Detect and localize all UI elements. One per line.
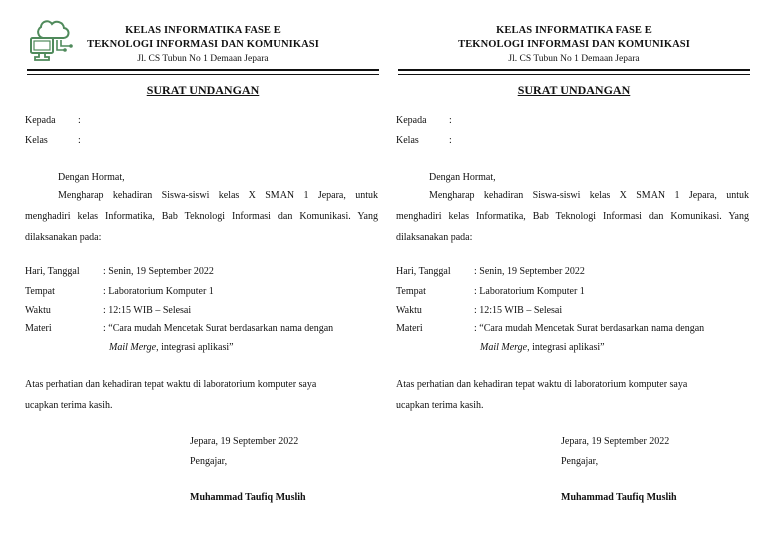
- body-line-2: menghadiri kelas Informatika, Bab Teknologi Informasi dan Komunikasi. Yang: [25, 211, 378, 222]
- letterhead: [25, 24, 381, 66]
- materi-label: Materi: [25, 323, 52, 334]
- body-paragraph: [396, 185, 749, 248]
- materi-value-2-rest: , integrasi aplikasi”: [527, 342, 605, 353]
- body-line-1: Mengharap kehadiran Siswa-siswi kelas X SMAN 1 Jepara, untuk: [429, 190, 749, 201]
- closing-line-2: ucapkan terima kasih.: [396, 400, 484, 411]
- kelas-sep: :: [78, 135, 81, 146]
- letterhead-rule-thick: [27, 69, 379, 71]
- greeting: Dengan Hormat,: [429, 172, 496, 183]
- waktu-value: : 12:15 WIB – Selesai: [103, 305, 192, 316]
- greeting: Dengan Hormat,: [58, 172, 125, 183]
- kepada-sep: :: [449, 115, 452, 126]
- kelas-label: Kelas: [25, 135, 48, 146]
- letter-title: SURAT UNDANGAN: [146, 83, 260, 97]
- signer-role: Pengajar,: [561, 456, 599, 467]
- materi-value-1: : “Cara mudah Mencetak Surat berdasarkan nama dengan: [103, 323, 334, 334]
- letterhead-rule-thin: [398, 74, 750, 75]
- kelas-sep: :: [449, 135, 452, 146]
- closing-line-1: Atas perhatian dan kehadiran tepat waktu di laboratorium komputer saya: [396, 379, 688, 390]
- materi-value-1: : “Cara mudah Mencetak Surat berdasarkan nama dengan: [474, 323, 705, 334]
- hari-value: : Senin, 19 September 2022: [103, 266, 214, 277]
- letterhead-line2: TEKNOLOGI INFORMASI DAN KOMUNIKASI: [458, 39, 690, 50]
- letterhead: [396, 24, 752, 66]
- letter-title: SURAT UNDANGAN: [517, 83, 631, 97]
- hari-value: : Senin, 19 September 2022: [474, 266, 585, 277]
- waktu-label: Waktu: [396, 305, 422, 316]
- signer-name: Muhammad Taufiq Muslih: [561, 492, 677, 503]
- materi-label: Materi: [396, 323, 423, 334]
- letterhead-line2: TEKNOLOGI INFORMASI DAN KOMUNIKASI: [87, 39, 319, 50]
- kepada-label: Kepada: [396, 115, 427, 126]
- kelas-label: Kelas: [396, 135, 419, 146]
- body-line-3: dilaksanakan pada:: [25, 232, 102, 243]
- tempat-value: : Laboratorium Komputer 1: [103, 286, 214, 297]
- hari-label: Hari, Tanggal: [396, 266, 451, 277]
- waktu-label: Waktu: [25, 305, 51, 316]
- body-line-1: Mengharap kehadiran Siswa-siswi kelas X SMAN 1 Jepara, untuk: [58, 190, 378, 201]
- tempat-label: Tempat: [396, 286, 426, 297]
- kepada-label: Kepada: [25, 115, 56, 126]
- mail-merge-text: Mail Merge: [480, 342, 528, 353]
- letterhead-address: Jl. CS Tubun No 1 Demaan Jepara: [137, 54, 269, 64]
- hari-label: Hari, Tanggal: [25, 266, 80, 277]
- signer-role: Pengajar,: [190, 456, 228, 467]
- body-paragraph: [25, 185, 378, 248]
- letter-right: [396, 0, 752, 543]
- letterhead-line1: KELAS INFORMATIKA FASE E: [496, 25, 652, 36]
- letterhead-rule-thin: [27, 74, 379, 75]
- letterhead-address: Jl. CS Tubun No 1 Demaan Jepara: [508, 54, 640, 64]
- mail-merge-text: Mail Merge: [109, 342, 157, 353]
- place-date: Jepara, 19 September 2022: [190, 436, 299, 447]
- closing-line-2: ucapkan terima kasih.: [25, 400, 113, 411]
- letter-left: [25, 0, 381, 543]
- tempat-label: Tempat: [25, 286, 55, 297]
- materi-value-2: [480, 342, 605, 354]
- closing-line-1: Atas perhatian dan kehadiran tepat waktu di laboratorium komputer saya: [25, 379, 317, 390]
- tempat-value: : Laboratorium Komputer 1: [474, 286, 585, 297]
- body-line-2: menghadiri kelas Informatika, Bab Teknologi Informasi dan Komunikasi. Yang: [396, 211, 749, 222]
- signer-name: Muhammad Taufiq Muslih: [190, 492, 306, 503]
- materi-value-2: [109, 342, 234, 354]
- letterhead-rule-thick: [398, 69, 750, 71]
- materi-value-2-rest: , integrasi aplikasi”: [156, 342, 234, 353]
- waktu-value: : 12:15 WIB – Selesai: [474, 305, 563, 316]
- letterhead-line1: KELAS INFORMATIKA FASE E: [125, 25, 281, 36]
- place-date: Jepara, 19 September 2022: [561, 436, 670, 447]
- kepada-sep: :: [78, 115, 81, 126]
- body-line-3: dilaksanakan pada:: [396, 232, 473, 243]
